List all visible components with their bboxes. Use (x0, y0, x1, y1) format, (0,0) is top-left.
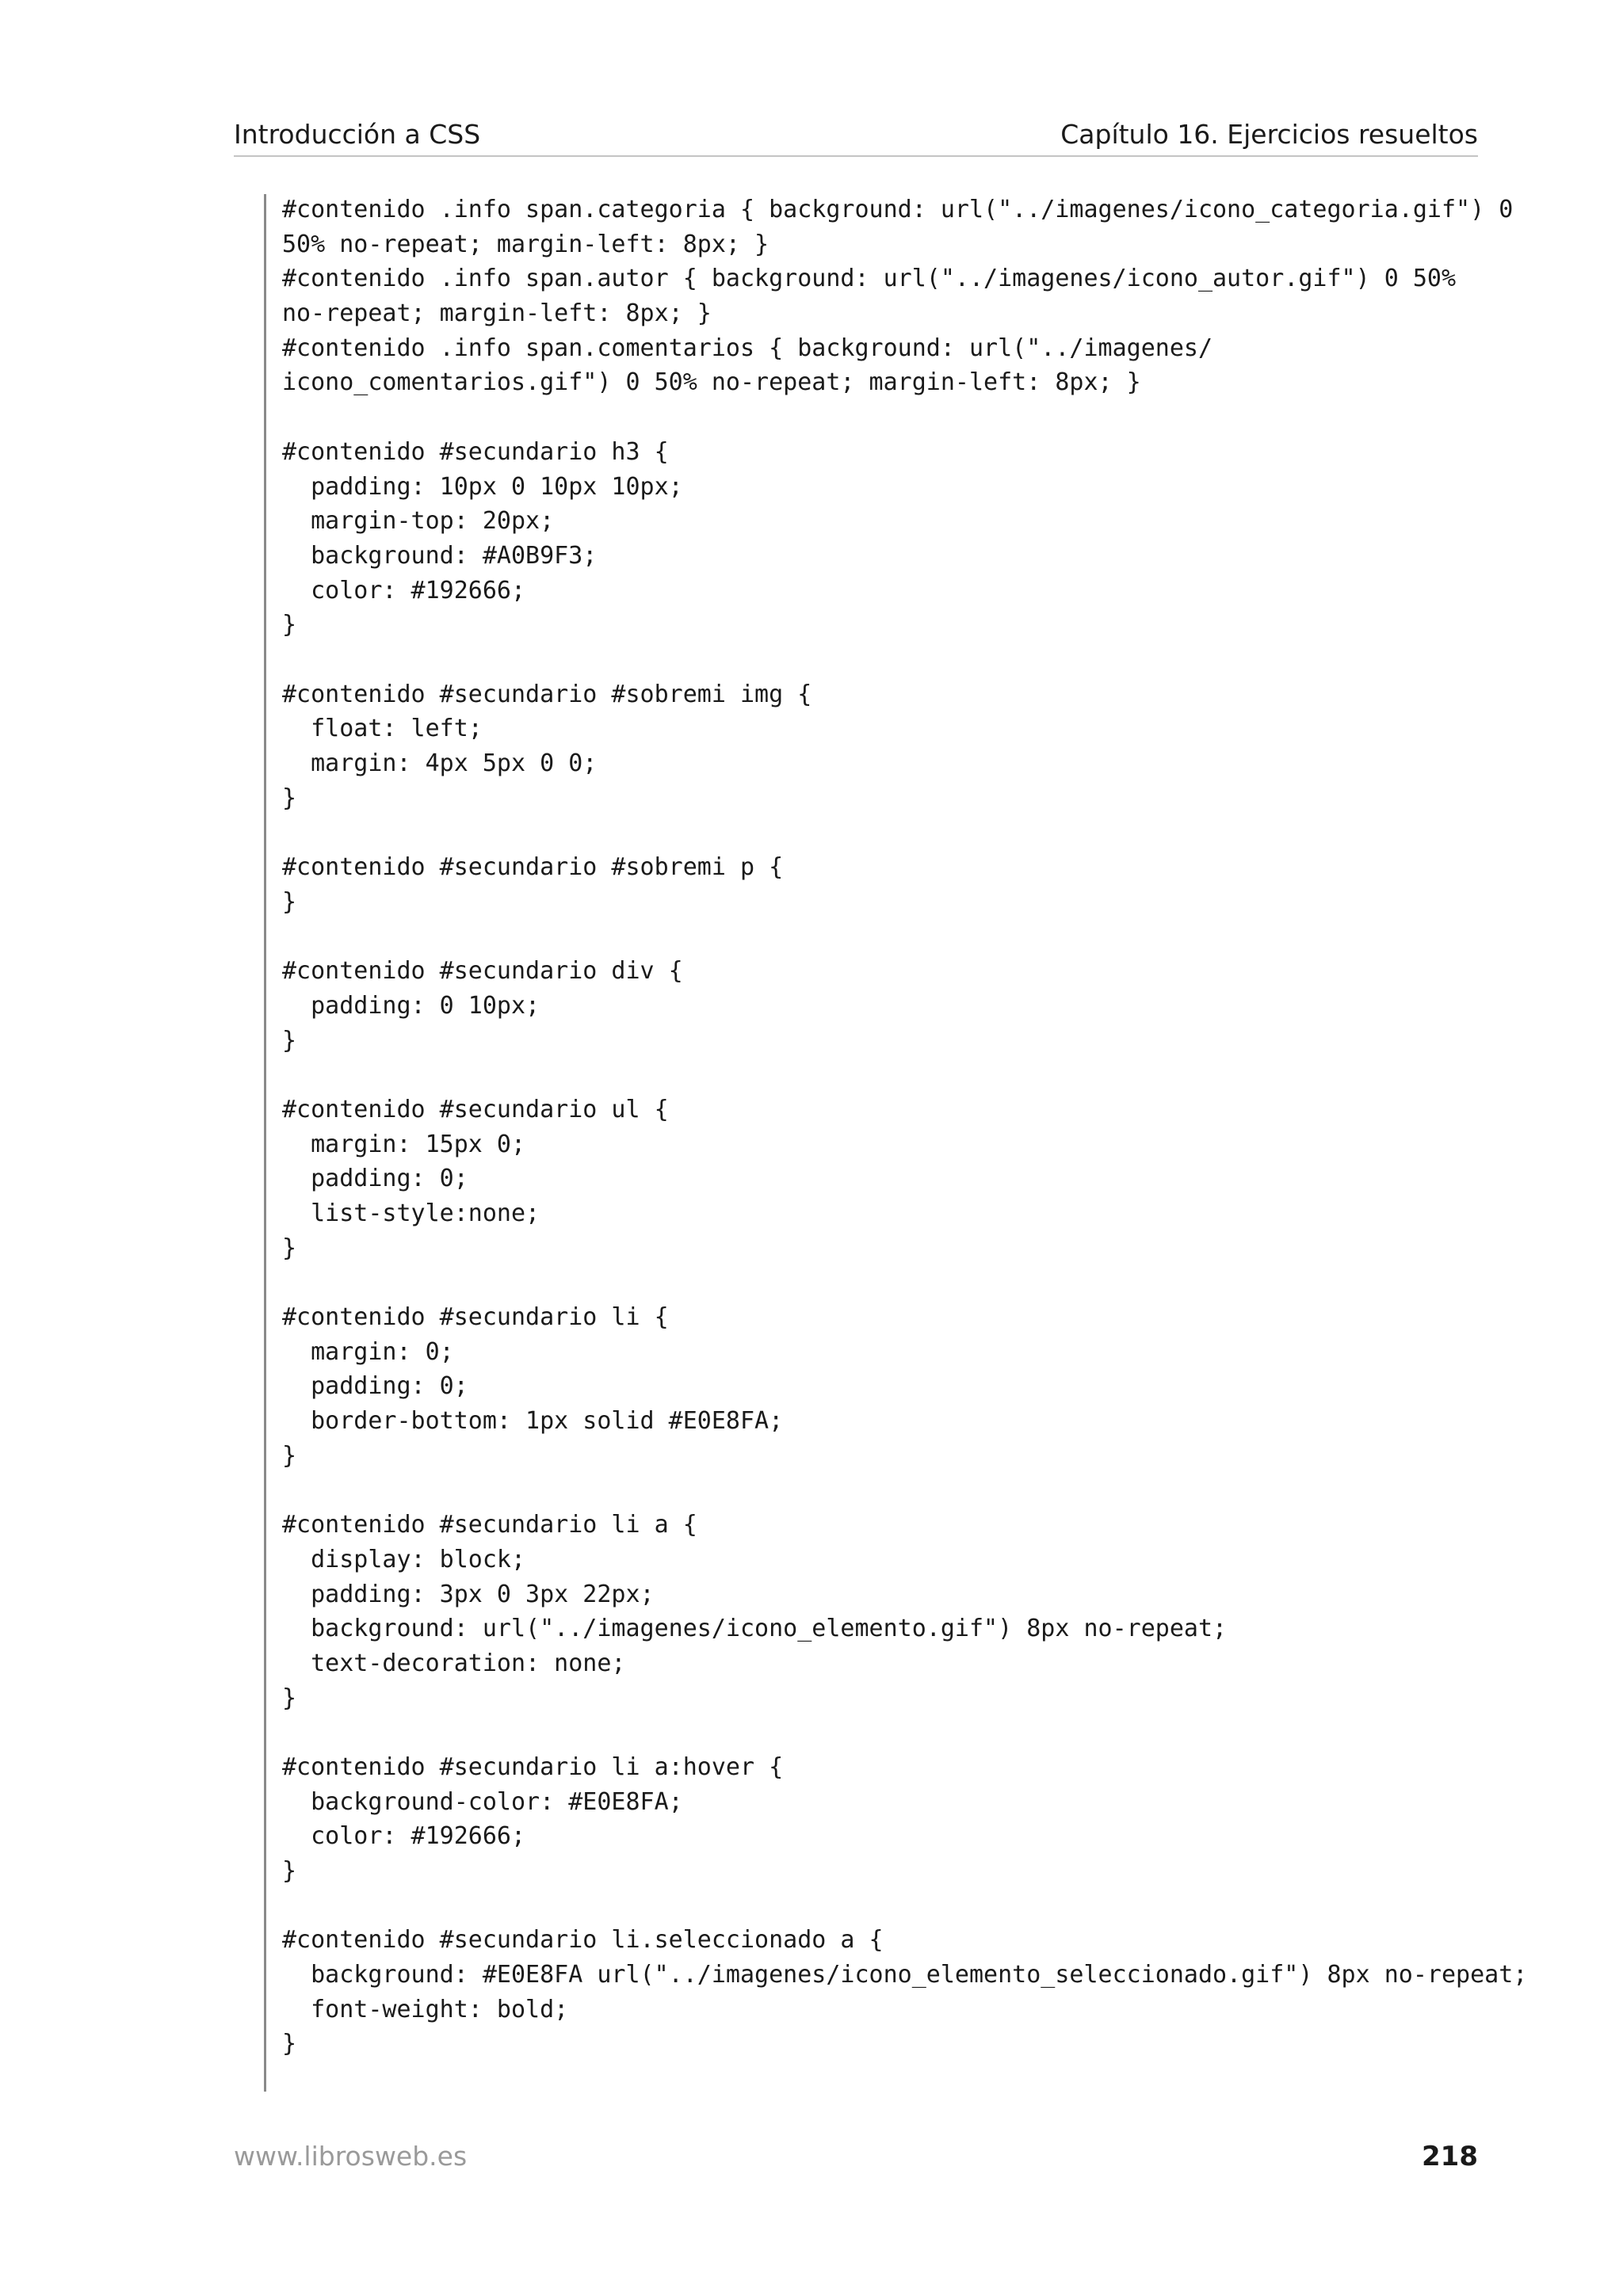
code-line (282, 643, 1487, 677)
code-line (282, 1265, 1487, 1300)
code-line: display: block; (282, 1545, 526, 1573)
code-line: #contenido #secundario #sobremi p { (282, 853, 784, 882)
code-line: 50% no-repeat; margin-left: 8px; } (282, 230, 769, 258)
chapter-title: Capítulo 16. Ejercicios resueltos (1060, 119, 1478, 150)
code-block (282, 193, 1528, 2061)
code-line: margin-top: 20px; (282, 507, 555, 536)
code-line: #contenido #secundario div { (282, 957, 683, 986)
code-line: padding: 0; (282, 1165, 468, 1193)
code-line: #contenido #secundario ul { (282, 1095, 669, 1123)
code-line: } (282, 2030, 297, 2058)
code-line: padding: 0 10px; (282, 991, 540, 1020)
code-line: margin: 0; (282, 1337, 454, 1366)
code-line: list-style:none; (282, 1199, 540, 1227)
code-line: #contenido #secundario h3 { (282, 437, 669, 466)
code-line: background: #A0B9F3; (282, 541, 598, 570)
code-line: background: #E0E8FA url("../imagenes/icono_elemento_seleccionado.gif") 8px no-repeat; (282, 1961, 1528, 1989)
code-block-rule (264, 194, 266, 2092)
code-line: border-bottom: 1px solid #E0E8FA; (282, 1407, 784, 1436)
code-line: padding: 0; (282, 1372, 468, 1401)
code-line: color: #192666; (282, 1822, 526, 1851)
code-line: #contenido #secundario #sobremi img { (282, 680, 812, 708)
code-line (282, 1473, 1487, 1508)
code-line (282, 1715, 1487, 1750)
code-line: #contenido .info span.categoria { background: url("../imagenes/icono_categoria.gif") 0 (282, 196, 1514, 223)
code-line: } (282, 611, 297, 639)
code-line: } (282, 1684, 297, 1712)
code-line: } (282, 887, 297, 916)
code-line: } (282, 1441, 297, 1470)
code-line: background-color: #E0E8FA; (282, 1787, 683, 1816)
code-line (282, 1058, 1487, 1093)
code-line: font-weight: bold; (282, 1995, 569, 2023)
code-line: padding: 3px 0 3px 22px; (282, 1580, 655, 1608)
code-line: no-repeat; margin-left: 8px; } (282, 299, 712, 328)
code-line: #contenido #secundario li.seleccionado a { (282, 1926, 884, 1955)
code-line: #contenido #secundario li a:hover { (282, 1753, 784, 1781)
code-line: padding: 10px 0 10px 10px; (282, 472, 683, 501)
code-line: #contenido #secundario li a { (282, 1511, 697, 1539)
code-line: #contenido #secundario li { (282, 1303, 669, 1331)
code-line (282, 815, 1487, 850)
code-line: } (282, 1857, 297, 1885)
code-line: #contenido .info span.comentarios { background: url("../imagenes/ (282, 334, 1212, 362)
code-line: float: left; (282, 715, 483, 743)
code-line: background: url("../imagenes/icono_elemento.gif") 8px no-repeat; (282, 1615, 1228, 1643)
code-line (282, 1889, 1487, 1924)
code-line: margin: 15px 0; (282, 1130, 526, 1158)
code-line: } (282, 1026, 297, 1055)
page-number: 218 (1422, 2141, 1478, 2172)
footer-url: www.librosweb.es (234, 2141, 468, 2172)
page-header (234, 117, 1478, 157)
code-line: } (282, 1234, 297, 1262)
code-line: } (282, 784, 297, 812)
code-line: icono_comentarios.gif") 0 50% no-repeat; margin-left: 8px; } (282, 368, 1141, 397)
code-line: margin: 4px 5px 0 0; (282, 749, 598, 777)
code-line: color: #192666; (282, 576, 526, 605)
code-line: text-decoration: none; (282, 1649, 626, 1677)
code-line (282, 400, 1487, 435)
book-title: Introducción a CSS (234, 119, 481, 150)
code-line (282, 919, 1487, 954)
code-line: #contenido .info span.autor { background: url("../imagenes/icono_autor.gif") 0 50% (282, 265, 1457, 293)
